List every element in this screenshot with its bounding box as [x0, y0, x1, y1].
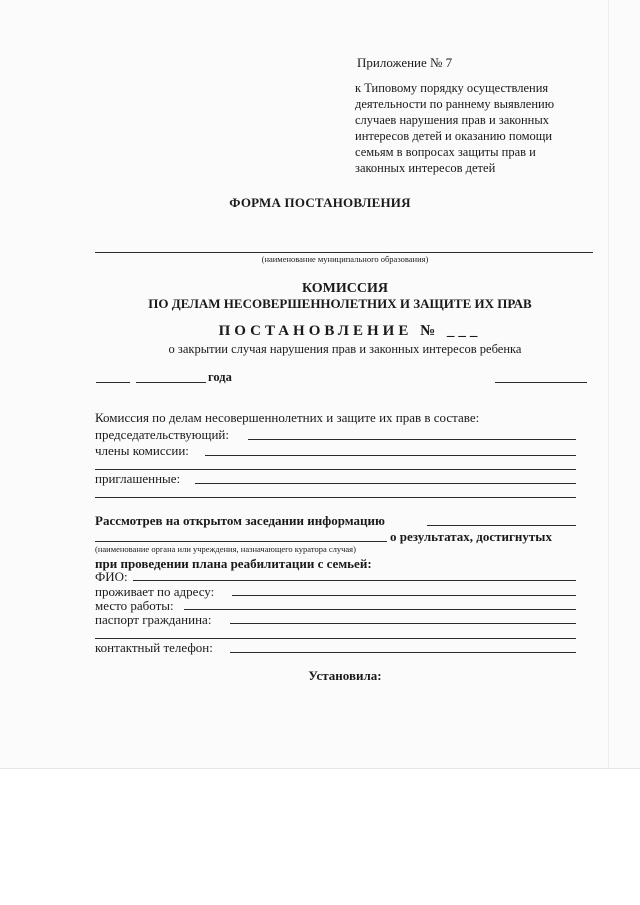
work-label: место работы: [95, 598, 174, 613]
date-year-label: года [208, 370, 232, 384]
page-fold [608, 0, 609, 768]
curator-org-field[interactable] [95, 541, 387, 542]
considered-label: Рассмотрев на открытом заседании информацию [95, 513, 385, 528]
annex-line: деятельности по раннему выявлению [355, 97, 555, 111]
resolution-subtitle: о закрытии случая нарушения прав и законных интересов ребенка [168, 342, 522, 356]
commission-subheading: ПО ДЕЛАМ НЕСОВЕРШЕННОЛЕТНИХ И ЗАЩИТЕ ИХ ПРАВ [148, 296, 532, 311]
annex-line: случаев нарушения прав и законных [355, 113, 549, 127]
composition-intro: Комиссия по делам несовершеннолетних и защите их прав в составе: [95, 410, 480, 425]
annex-line: законных интересов детей [355, 161, 496, 175]
date-month-field[interactable] [136, 382, 206, 383]
invited-field-extra[interactable] [95, 497, 576, 498]
fio-label: ФИО: [95, 569, 128, 584]
address-field[interactable] [232, 595, 576, 596]
form-title: ФОРМА ПОСТАНОВЛЕНИЯ [229, 195, 411, 210]
chair-label: председательствующий: [95, 427, 230, 442]
annex-line: к Типовому порядку осуществления [355, 81, 549, 95]
curator-caption: (наименование органа или учреждения, назначающего куратора случая) [95, 544, 356, 554]
phone-label: контактный телефон: [95, 640, 213, 655]
annex-title: Приложение № 7 [357, 55, 453, 70]
municipality-field[interactable] [95, 252, 593, 253]
annex-line: интересов детей и оказанию помощи [355, 129, 553, 143]
passport-field-extra[interactable] [95, 638, 576, 639]
passport-label: паспорт гражданина: [95, 612, 212, 627]
annex-line: семьям в вопросах защиты прав и [355, 145, 536, 159]
established-heading: Установила: [308, 668, 382, 683]
results-label: о результатах, достигнутых [390, 529, 552, 544]
fio-field[interactable] [133, 580, 576, 581]
resolution-title: ПОСТАНОВЛЕНИЕ № ___ [218, 323, 482, 339]
information-field[interactable] [427, 525, 576, 526]
commission-heading: КОМИССИЯ [301, 281, 389, 296]
members-field[interactable] [205, 455, 576, 456]
work-field[interactable] [184, 609, 576, 610]
date-day-field[interactable] [96, 382, 130, 383]
address-label: проживает по адресу: [95, 584, 215, 599]
annex-reference [355, 80, 605, 176]
phone-field[interactable] [230, 652, 576, 653]
members-field-extra[interactable] [95, 469, 576, 470]
members-label: члены комиссии: [95, 443, 189, 458]
chair-field[interactable] [248, 439, 576, 440]
municipality-caption: (наименование муниципального образования) [261, 254, 429, 264]
invited-field[interactable] [195, 483, 576, 484]
rehab-plan-label: при проведении плана реабилитации с семьей: [95, 556, 372, 571]
place-field[interactable] [495, 382, 587, 383]
passport-field[interactable] [230, 623, 576, 624]
invited-label: приглашенные: [95, 471, 181, 486]
